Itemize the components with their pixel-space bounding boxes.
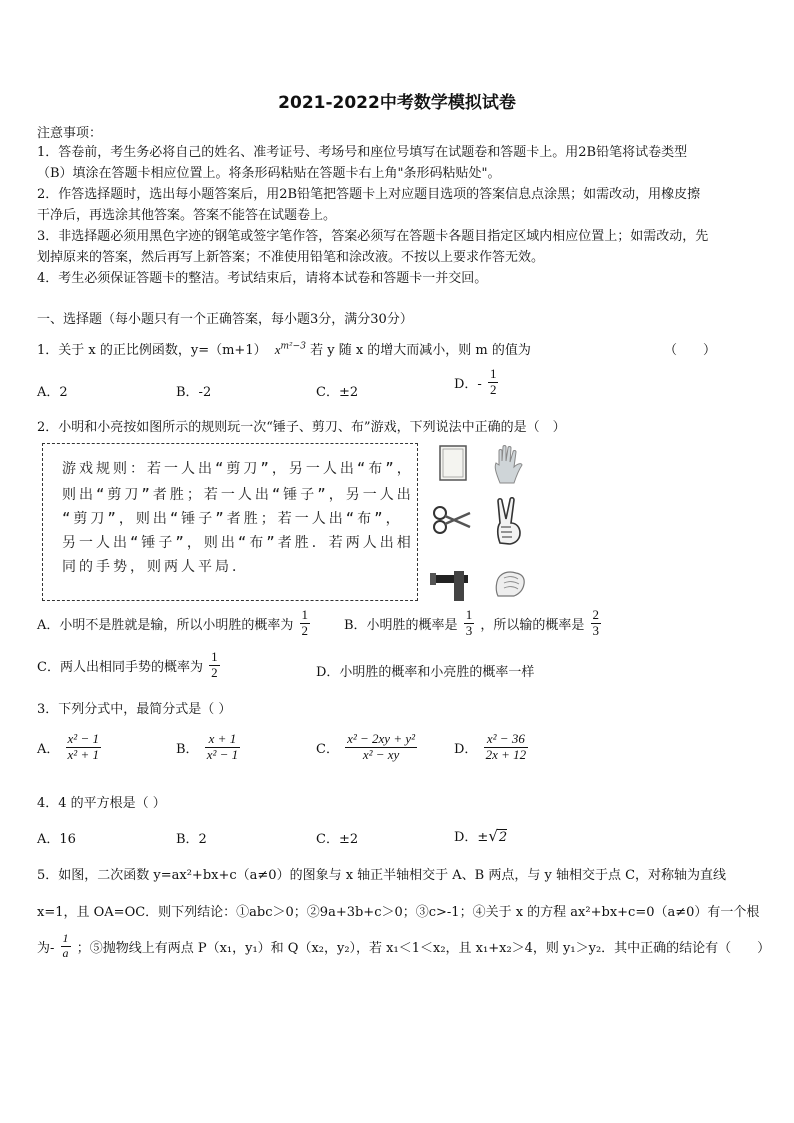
frac-den: x² − xy: [362, 746, 400, 762]
q2-b-mid: ，所以输的概率是: [480, 617, 585, 633]
q3-c-fraction: [345, 732, 417, 763]
frac-den: 2: [301, 622, 309, 638]
notice-line: 4．考生必须保证答题卡的整洁。考试结束后，请将本试卷和答题卡一并交回。: [37, 271, 488, 286]
q2-c-fraction: [209, 650, 220, 681]
q3-d-fraction: [484, 732, 529, 763]
q2-option-a: [37, 608, 312, 639]
rule-line: 游戏规则：若一人出“剪刀”，另一人出“布”，: [62, 461, 414, 477]
question-5-line-3: [37, 932, 770, 961]
rule-line: 同的手势，则两人平局．: [62, 559, 249, 575]
q3-option-c: [316, 732, 419, 763]
frac-num: x² − 1: [67, 731, 99, 746]
q1-base: x: [274, 342, 281, 357]
hammer-icon: [428, 565, 472, 603]
frac-den: 2: [489, 381, 497, 397]
q2-option-c: [37, 650, 222, 681]
notice-line: 划掉原来的答案，然后再写上新答案；不准使用铅笔和涂改液。不按以上要求作答无效。: [37, 250, 545, 265]
question-4: 4．4 的平方根是（ ）: [37, 796, 166, 811]
frac-num: x² − 36: [484, 732, 529, 748]
frac-den: a: [62, 945, 69, 960]
q3-option-d: [454, 732, 530, 763]
sqrt-sign: √: [488, 827, 498, 845]
q3-b-label: B．: [176, 741, 199, 757]
q3-d-label: D．: [454, 741, 478, 757]
q3-b-fraction: [205, 732, 240, 763]
frac-num: x + 1: [205, 732, 240, 748]
frac-den: x² − 1: [206, 746, 239, 762]
frac-den: x² + 1: [67, 746, 99, 762]
frac-num: 1: [465, 607, 473, 622]
frac-num: x² − 2xy + y²: [347, 731, 416, 746]
q1-option-b: B．-2: [176, 385, 212, 400]
q5-fraction: [61, 932, 71, 961]
q4-option-d: [454, 826, 507, 845]
q4-option-b: B．2: [176, 832, 207, 847]
q1-option-d: [454, 367, 500, 398]
notice-line: 1．答卷前，考生务必将自己的姓名、准考证号、考场号和座位号填写在试题卷和答题卡上。用2B铅笔将试卷类型: [37, 145, 688, 160]
frac-num: 1: [211, 649, 218, 664]
question-2: 2．小明和小亮按如图所示的规则玩一次“锤子、剪刀、布”游戏，下列说法中正确的是（ ）: [37, 420, 566, 435]
frac-num: 1: [62, 931, 69, 945]
frac-num: 1: [489, 366, 497, 381]
notice-line: 2．作答选择题时，选出每小题答案后，用2B铅笔把答题卡上对应题目选项的答案信息点涂黑；如需改动，用橡皮擦: [37, 187, 701, 202]
rule-line: “剪刀”，则出“锤子”者胜；若一人出“布”，: [62, 511, 403, 527]
q1-answer-paren: （ ）: [664, 343, 717, 358]
rule-line: 另一人出“锤子”，则出“布”者胜．若两人出相: [62, 535, 414, 551]
question-3: 3．下列分式中，最简分式是（ ）: [37, 702, 232, 717]
rule-line: 则出“剪刀”者胜；若一人出“锤子”，另一人出: [62, 487, 414, 503]
q2-a-fraction: [300, 608, 311, 639]
q2-option-d: D．小明胜的概率和小亮胜的概率一样: [316, 665, 535, 680]
q5-line3-a: 为-: [37, 940, 55, 956]
question-5-line-2: x=1，且 OA=OC．则下列结论：①abc＞0；②9a+3b+c＞0；③c>-1；④关于 x 的方程 ax²+bx+c=0（a≠0）有一个根: [37, 905, 760, 920]
q4-d-label: D．±: [454, 830, 489, 845]
q4-option-c: C．±2: [316, 832, 359, 847]
q2-b2-fraction: [591, 608, 602, 639]
frac-num: 2: [592, 607, 599, 622]
frac-den: 3: [592, 622, 599, 638]
scissors-icon: [432, 503, 472, 537]
notice-line: 干净后，再选涂其他答案。答案不能答在试题卷上。: [37, 208, 337, 223]
frac-den: 2: [211, 664, 218, 680]
fist-icon: [492, 566, 528, 600]
open-hand-icon: [490, 443, 528, 485]
section-heading: 一、选择题（每小题只有一个正确答案，每小题3分，满分30分）: [37, 312, 413, 327]
q2-a-text: A．小明不是胜就是输，所以小明胜的概率为: [37, 617, 294, 633]
q1-stem-a: 1．关于 x 的正比例函数，y=（m+1）: [37, 343, 267, 358]
victory-hand-icon: [492, 497, 526, 545]
q1-option-c: C．±2: [316, 385, 359, 400]
q3-option-b: [176, 732, 242, 763]
frac-num: 1: [301, 607, 309, 622]
q4-option-a: A．16: [37, 832, 76, 847]
question-1: [37, 339, 531, 358]
q3-a-label: A．: [37, 741, 60, 757]
q1-exponent: m²−3: [280, 341, 306, 352]
paper-sheet-icon: [436, 443, 470, 483]
q2-b-fraction: [464, 608, 475, 639]
notice-heading: 注意事项：: [37, 126, 103, 141]
q3-c-label: C．: [316, 741, 339, 757]
frac-den: 2x + 12: [485, 746, 527, 762]
q1-stem-b: 若 y 随 x 的增大而减小，则 m 的值为: [310, 343, 531, 358]
q1-d-label: D．-: [454, 376, 482, 392]
q1-d-fraction: [488, 367, 499, 398]
q5-line3-b: ；⑤抛物线上有两点 P（x₁，y₁）和 Q（x₂，y₂），若 x₁＜1＜x₂，且 x₁+x₂＞4，则 y₁＞y₂．其中正确的结论有（ ）: [76, 940, 771, 956]
q2-b-text: B．小明胜的概率是: [344, 617, 458, 633]
frac-den: 3: [465, 622, 473, 638]
notice-line: 3．非选择题必须用黑色字迹的钢笔或签字笔作答，答案必须写在答题卡各题目指定区域内相应位置上；如需改动，先: [37, 229, 709, 244]
notice-line: （B）填涂在答题卡相应位置上。将条形码粘贴在答题卡右上角"条形码粘贴处"。: [37, 166, 501, 181]
question-5-line-1: 5．如图，二次函数 y=ax²+bx+c（a≠0）的图象与 x 轴正半轴相交于 A、B 两点，与 y 轴相交于点 C，对称轴为直线: [37, 868, 727, 883]
q2-option-b: [344, 608, 603, 639]
q3-a-fraction: [66, 732, 101, 763]
q2-c-text: C．两人出相同手势的概率为: [37, 659, 203, 675]
q3-option-a: [37, 732, 103, 763]
q4-d-radicand: 2: [498, 830, 508, 845]
q1-option-a: A．2: [37, 385, 68, 400]
page-title: 2021-2022中考数学模拟试卷: [278, 93, 516, 113]
